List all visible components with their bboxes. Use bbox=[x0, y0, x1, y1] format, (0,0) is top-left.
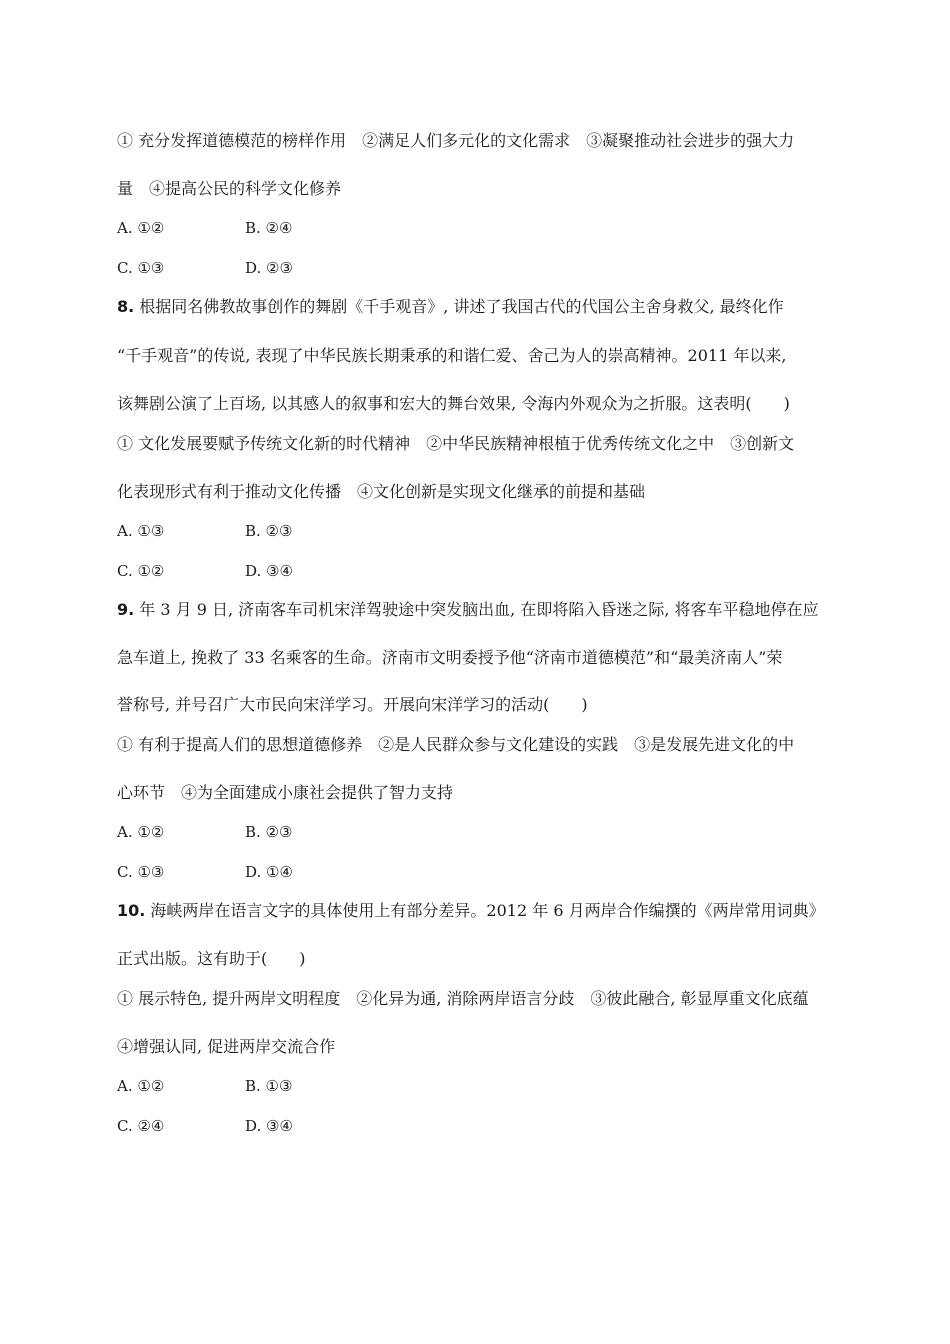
q9-stem-text: 年 3 月 9 日, 济南客车司机宋洋驾驶途中突发脑出血, 在即将陷入昏迷之际, 将客车平稳地停在应 bbox=[134, 600, 819, 619]
q10-stem-text: 海峡两岸在语言文字的具体使用上有部分差异。2012 年 6 月两岸合作编撰的《两岸常用词典》 bbox=[145, 901, 825, 920]
q8-stem-line-3: 该舞剧公演了上百场, 以其感人的叙事和宏大的舞台效果, 令海内外观众为之折服。这表明( ) bbox=[117, 394, 790, 413]
q9-stem-line-2: 急车道上, 挽救了 33 名乘客的生命。济南市文明委授予他“济南市道德模范”和“最美济南人”荣 bbox=[117, 648, 783, 667]
q8-stem-line-2: “千手观音”的传说, 表现了中华民族长期秉承的和谐仁爱、舍己为人的崇高精神。2011 年以来, bbox=[117, 346, 787, 365]
q7-option-b: B. ②④ bbox=[245, 219, 293, 237]
q8-statements-line-1: ① 文化发展要赋予传统文化新的时代精神 ②中华民族精神根植于优秀传统文化之中 ③创新文 bbox=[117, 434, 795, 453]
q7-statements-line-2: 量 ④提高公民的科学文化修养 bbox=[117, 179, 342, 198]
q8-statements-line-2: 化表现形式有利于推动文化传播 ④文化创新是实现文化继承的前提和基础 bbox=[117, 482, 646, 501]
q9-number: 9. bbox=[117, 600, 135, 619]
q8-option-a: A. ①③ bbox=[117, 522, 165, 540]
q8-option-b: B. ②③ bbox=[245, 522, 293, 540]
q9-option-b: B. ②③ bbox=[245, 823, 293, 841]
q8-option-d: D. ③④ bbox=[245, 562, 293, 580]
q9-stem-line-3: 誉称号, 并号召广大市民向宋洋学习。开展向宋洋学习的活动( ) bbox=[117, 695, 588, 714]
q9-statements-line-2: 心环节 ④为全面建成小康社会提供了智力支持 bbox=[117, 783, 454, 802]
q10-number: 10. bbox=[117, 901, 146, 920]
q10-option-a: A. ①② bbox=[117, 1077, 165, 1095]
q10-stem-line-2: 正式出版。这有助于( ) bbox=[117, 949, 306, 968]
q8-stem-line-1 bbox=[117, 297, 784, 317]
q10-option-b: B. ①③ bbox=[245, 1077, 293, 1095]
q10-statements-line-1: ① 展示特色, 提升两岸文明程度 ②化异为通, 消除两岸语言分歧 ③彼此融合, 彰显厚重文化底蕴 bbox=[117, 989, 809, 1008]
q9-option-d: D. ①④ bbox=[245, 863, 293, 881]
q9-stem-line-1 bbox=[117, 600, 819, 620]
q8-option-c: C. ①② bbox=[117, 562, 165, 580]
q7-option-a: A. ①② bbox=[117, 219, 165, 237]
q9-option-a: A. ①② bbox=[117, 823, 165, 841]
q8-number: 8. bbox=[117, 297, 135, 316]
q9-statements-line-1: ① 有利于提高人们的思想道德修养 ②是人民群众参与文化建设的实践 ③是发展先进文化的中 bbox=[117, 735, 795, 754]
q10-option-d: D. ③④ bbox=[245, 1117, 293, 1135]
q10-statements-line-2: ④增强认同, 促进两岸交流合作 bbox=[117, 1037, 336, 1056]
q8-stem-text: 根据同名佛教故事创作的舞剧《千手观音》, 讲述了我国古代的代国公主舍身救父, 最终化作 bbox=[134, 297, 784, 316]
q9-option-c: C. ①③ bbox=[117, 863, 165, 881]
q10-stem-line-1 bbox=[117, 901, 825, 921]
q7-option-d: D. ②③ bbox=[245, 259, 293, 277]
q7-option-c: C. ①③ bbox=[117, 259, 165, 277]
q7-statements-line-1: ① 充分发挥道德模范的榜样作用 ②满足人们多元化的文化需求 ③凝聚推动社会进步的强大力 bbox=[117, 131, 795, 150]
q10-option-c: C. ②④ bbox=[117, 1117, 165, 1135]
